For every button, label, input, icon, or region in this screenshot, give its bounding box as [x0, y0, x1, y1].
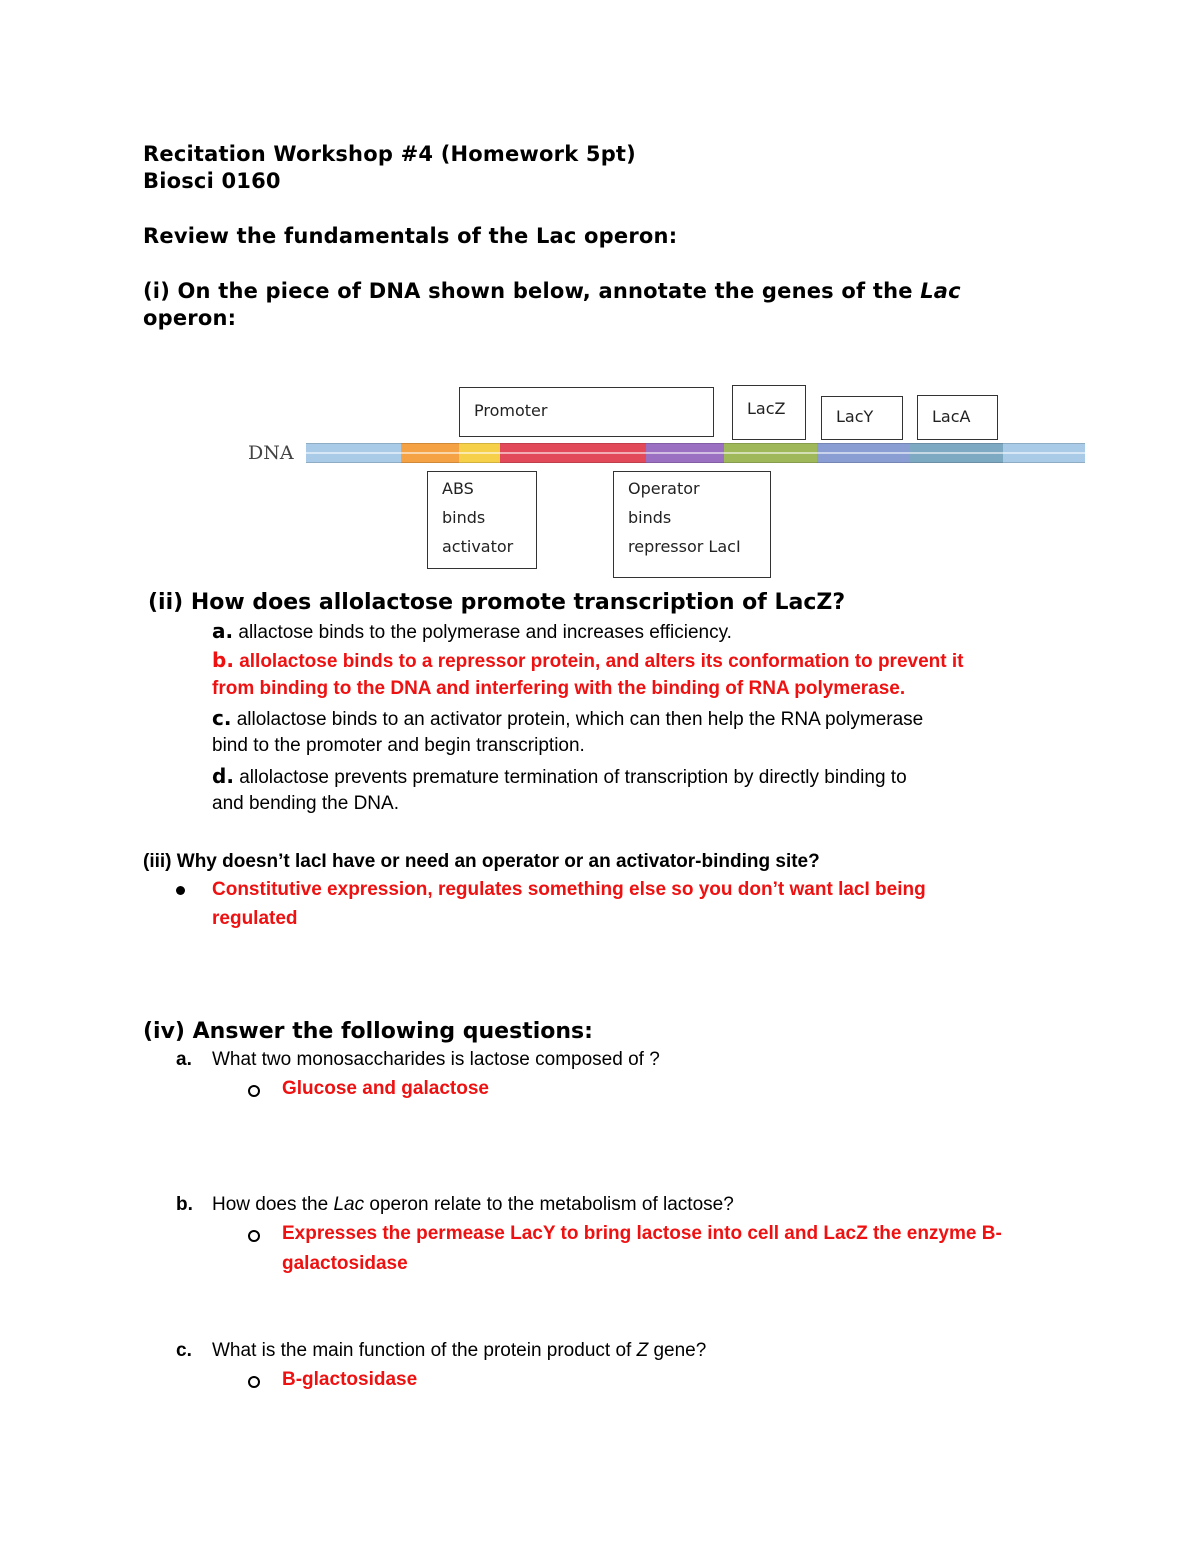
q-b-text-pre: How does the	[212, 1194, 334, 1215]
option-b-letter: b.	[212, 648, 234, 672]
q-c-text-post: gene?	[648, 1340, 707, 1361]
dna-segment-4	[500, 443, 646, 463]
option-d-text-2: and bending the DNA.	[212, 793, 399, 814]
option-d	[212, 764, 907, 789]
part4-heading: (iv) Answer the following questions:	[143, 1019, 593, 1044]
q-c-answer: B-glactosidase	[282, 1369, 418, 1390]
lacy-label: LacY	[836, 407, 874, 426]
part3-answer-2: regulated	[212, 908, 298, 929]
option-b-text-1: allolactose binds to a repressor protein, and alters its conformation to prevent it	[239, 651, 964, 672]
q-b-answer-2: galactosidase	[282, 1253, 408, 1274]
lac-operon-diagram	[0, 380, 1200, 590]
part1-prompt-line2: operon:	[143, 306, 237, 330]
review-heading: Review the fundamentals of the Lac operon:	[143, 224, 678, 248]
q-b-text	[212, 1194, 734, 1216]
option-d-text-1: allolactose prevents premature termination of transcription by directly binding to	[239, 767, 907, 788]
q-b-answer-bullet	[248, 1230, 260, 1242]
option-d-letter: d.	[212, 764, 234, 788]
dna-segment-2	[401, 443, 459, 463]
abs-line-1: ABS	[442, 479, 474, 498]
option-b-text-2: from binding to the DNA and interfering with the binding of RNA polymerase.	[212, 678, 906, 699]
laca-box	[917, 395, 998, 440]
part2-question: (ii) How does allolactose promote transcription of LacZ?	[148, 590, 846, 615]
part1-prompt-italic: Lac	[920, 279, 961, 303]
q-a-answer-bullet	[248, 1085, 260, 1097]
part3-question: (iii) Why doesn’t lacI have or need an operator or an activator-binding site?	[143, 851, 820, 872]
lacy-box	[821, 396, 903, 440]
dna-segment-6	[724, 443, 817, 463]
part3-bullet	[176, 886, 185, 895]
q-b-text-italic: Lac	[333, 1194, 365, 1215]
option-c	[212, 706, 923, 731]
part3-answer-1: Constitutive expression, regulates something else so you don’t want lacI being	[212, 879, 926, 900]
lacz-box	[732, 385, 806, 440]
dna-segment-1	[306, 443, 401, 463]
dna-segment-8	[910, 443, 1003, 463]
dna-segment-5	[646, 443, 724, 463]
q-a-answer: Glucose and galactose	[282, 1078, 489, 1099]
promoter-label: Promoter	[474, 401, 548, 420]
q-c-letter: c.	[176, 1340, 192, 1361]
option-a	[212, 619, 732, 644]
q-c-text-pre: What is the main function of the protein product of	[212, 1340, 637, 1361]
q-c-text-italic: Z	[636, 1340, 649, 1361]
part1-prompt-text: (i) On the piece of DNA shown below, annotate the genes of the	[143, 279, 921, 303]
document-title: Recitation Workshop #4 (Homework 5pt)	[143, 142, 636, 166]
option-c-letter: c.	[212, 706, 232, 730]
option-a-text: allactose binds to the polymerase and increases efficiency.	[238, 622, 732, 643]
dna-segment-7	[817, 443, 910, 463]
dna-segment-9	[1003, 443, 1085, 463]
part1-prompt	[143, 279, 961, 303]
q-b-letter: b.	[176, 1194, 193, 1215]
abs-line-3: activator	[442, 537, 514, 556]
operator-line-3: repressor LacI	[628, 537, 741, 556]
q-c-text	[212, 1340, 706, 1362]
q-b-answer-1: Expresses the permease LacY to bring lactose into cell and LacZ the enzyme B-	[282, 1223, 1002, 1244]
promoter-box	[459, 387, 714, 437]
laca-label: LacA	[932, 407, 971, 426]
option-c-text-2: bind to the promoter and begin transcription.	[212, 735, 585, 756]
operator-box	[613, 471, 771, 578]
abs-line-2: binds	[442, 508, 486, 527]
operator-line-2: binds	[628, 508, 672, 527]
q-a-letter: a.	[176, 1049, 192, 1070]
dna-label: DNA	[248, 442, 294, 464]
option-c-text-1: allolactose binds to an activator protein, which can then help the RNA polymerase	[236, 709, 924, 730]
q-b-text-post: operon relate to the metabolism of lactose?	[364, 1194, 734, 1215]
q-a-text: What two monosaccharides is lactose composed of ?	[212, 1049, 660, 1070]
abs-box	[427, 471, 537, 569]
q-c-answer-bullet	[248, 1376, 260, 1388]
option-a-letter: a.	[212, 619, 234, 643]
dna-segment-3	[459, 443, 500, 463]
lacz-label: LacZ	[747, 399, 786, 418]
operator-line-1: Operator	[628, 479, 700, 498]
course-code: Biosci 0160	[143, 169, 281, 193]
option-b	[212, 648, 963, 673]
